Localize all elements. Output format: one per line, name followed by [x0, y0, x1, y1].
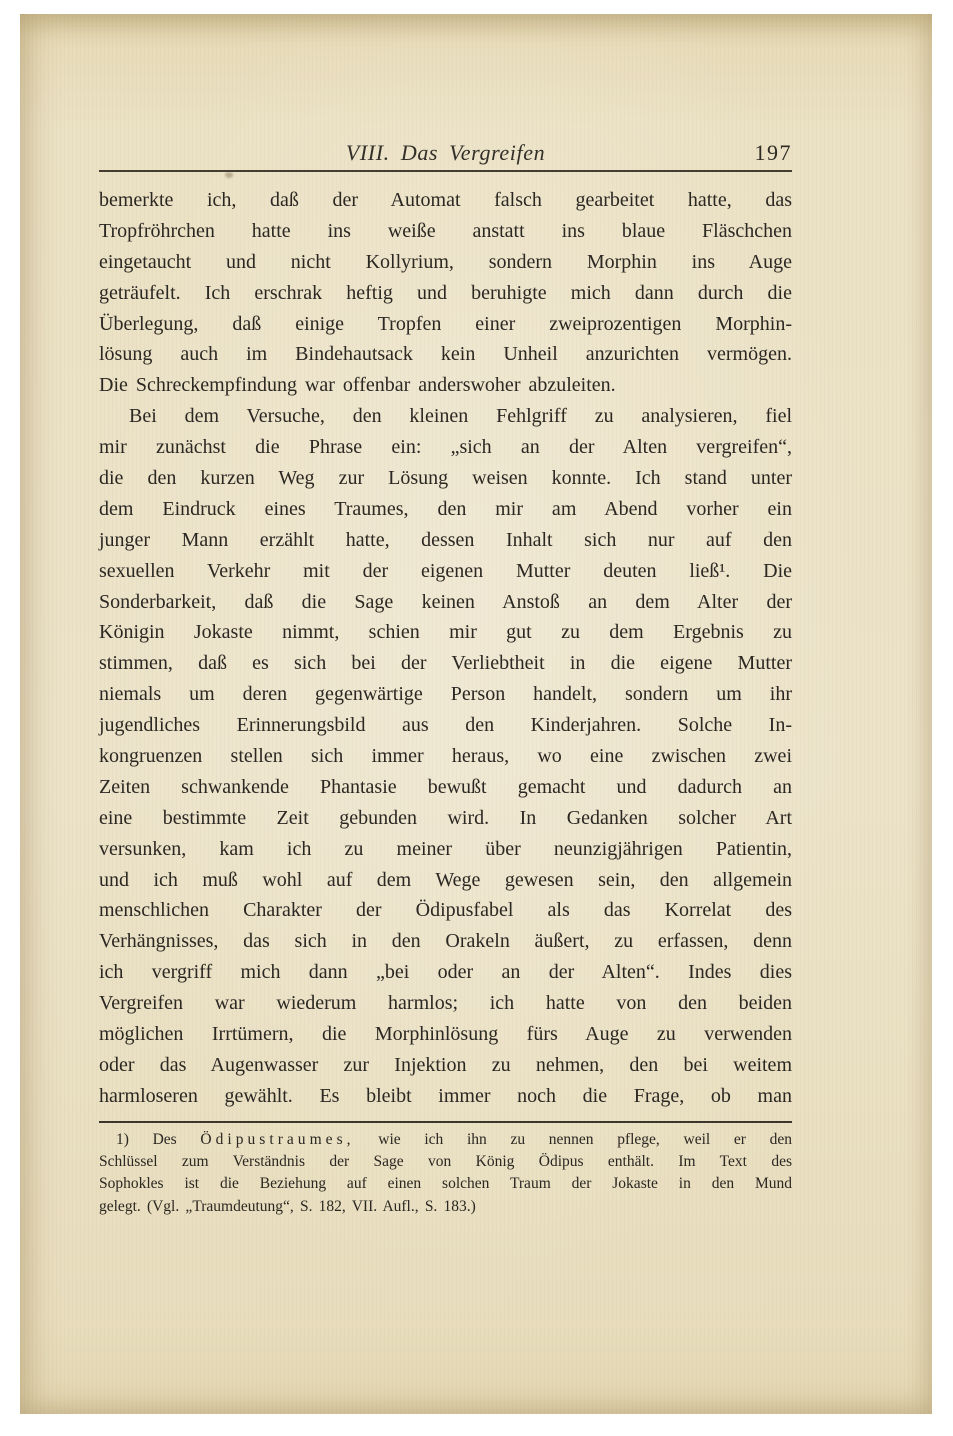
footnote-section	[99, 1121, 792, 1218]
body-line: Sonderbarkeit, daß die Sage keinen Anstoß an dem Alter der	[99, 590, 792, 613]
footnote-line: Schlüssel zum Verständnis der Sage von König Ödipus enthält. Im Text des	[99, 1153, 792, 1171]
body-line: versunken, kam ich zu meiner über neunzigjährigen Patientin,	[99, 837, 792, 860]
body-line: Königin Jokaste nimmt, schien mir gut zu dem Ergebnis zu	[99, 621, 792, 644]
body-line: Die Schreckempfindung war offenbar anderswoher abzuleiten.	[99, 374, 616, 397]
body-line: sexuellen Verkehr mit der eigenen Mutter deuten ließ¹. Die	[99, 559, 792, 582]
body-line: geträufelt. Ich erschrak heftig und beruhigte mich dann durch die	[99, 281, 792, 304]
body-line: mir zunächst die Phrase ein: „sich an der Alten vergreifen“,	[99, 436, 792, 459]
body-line: dem Eindruck eines Traumes, den mir am Abend vorher ein	[99, 497, 792, 520]
body-line: harmloseren gewählt. Es bleibt immer noch die Frage, ob man	[99, 1084, 792, 1107]
chapter-running-title: VIII. Das Vergreifen	[345, 140, 546, 165]
page-header	[99, 140, 792, 167]
body-line: kongruenzen stellen sich immer heraus, wo eine zwischen zwei	[99, 745, 792, 768]
body-line: möglichen Irrtümern, die Morphinlösung fürs Auge zu verwenden	[99, 1023, 792, 1046]
footnote-line	[99, 1129, 792, 1151]
body-line: Vergreifen war wiederum harmlos; ich hatte von den beiden	[99, 992, 792, 1015]
body-line: stimmen, daß es sich bei der Verliebtheit in die eigene Mutter	[99, 652, 792, 675]
footnote-line: Sophokles ist die Beziehung auf einen solchen Traum der Jokaste in den Mund	[99, 1175, 792, 1193]
body-line: junger Mann erzählt hatte, dessen Inhalt sich nur auf den	[99, 528, 792, 551]
page-number: 197	[754, 140, 792, 165]
body-line: ich vergriff mich dann „bei oder an der Alten“. Indes dies	[99, 961, 792, 984]
body-line: eine bestimmte Zeit gebunden wird. In Gedanken solcher Art	[99, 806, 792, 829]
footnote-text-segment: wie ich ihn zu nennen pflege, weil er den	[354, 1130, 792, 1148]
footnote-line: gelegt. (Vgl. „Traumdeutung“, S. 182, VII. Aufl., S. 183.)	[99, 1197, 476, 1215]
book-page	[20, 14, 932, 1414]
body-line: Verhängnisses, das sich in den Orakeln äußert, zu erfassen, denn	[99, 930, 792, 953]
footnote-rule	[99, 1121, 792, 1123]
text-block	[99, 14, 792, 1218]
body-line: Überlegung, daß einige Tropfen einer zweiprozentigen Morphin-	[99, 312, 792, 335]
body-line: oder das Augenwasser zur Injektion zu nehmen, den bei weitem	[99, 1053, 792, 1076]
body-line: bemerkte ich, daß der Automat falsch gearbeitet hatte, das	[99, 189, 792, 211]
footnote-text	[99, 1129, 792, 1218]
body-line: Tropfröhrchen hatte ins weiße anstatt ins blaue Fläschchen	[99, 219, 792, 242]
header-rule	[99, 170, 792, 172]
body-line: die den kurzen Weg zur Lösung weisen konnte. Ich stand unter	[99, 467, 792, 490]
body-line: und ich muß wohl auf dem Wege gewesen sein, den allgemein	[99, 868, 792, 891]
body-line: Zeiten schwankende Phantasie bewußt gemacht und dadurch an	[99, 775, 792, 798]
body-line: eingetaucht und nicht Kollyrium, sondern Morphin ins Auge	[99, 250, 792, 273]
body-line: niemals um deren gegenwärtige Person handelt, sondern um ihr	[99, 683, 792, 706]
footnote-text-segment: 1) Des	[116, 1130, 201, 1148]
letterspaced-term: Ödipustraumes,	[200, 1130, 355, 1148]
body-line: menschlichen Charakter der Ödipusfabel als das Korrelat des	[99, 899, 792, 922]
body-text	[99, 185, 792, 1112]
body-line: lösung auch im Bindehautsack kein Unheil anzurichten vermögen.	[99, 343, 792, 366]
body-line: Bei dem Versuche, den kleinen Fehlgriff zu analysieren, fiel	[129, 405, 792, 428]
body-line: jugendliches Erinnerungsbild aus den Kinderjahren. Solche In-	[99, 714, 792, 737]
